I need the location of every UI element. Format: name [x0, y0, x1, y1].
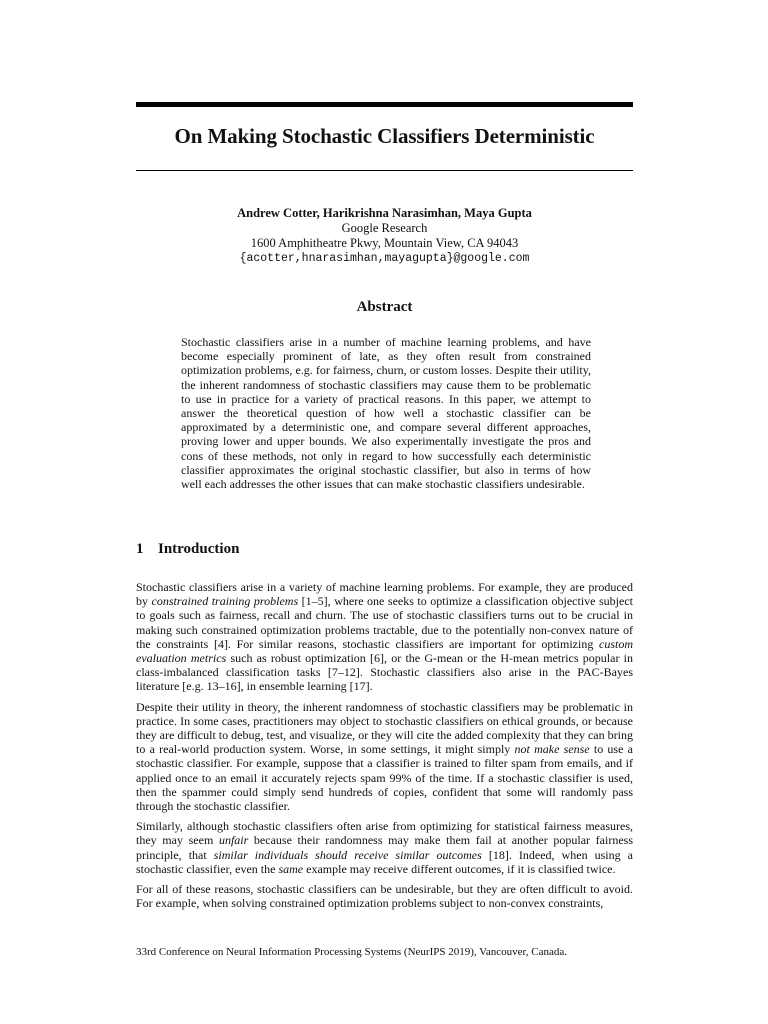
paragraph-3-emph-similar-individuals: similar individuals should receive similar outcomes	[213, 847, 482, 862]
paragraph-3-text-a: Similarly, although stochastic classifiers often arise from optimizing for statistical fairness measures, they may seem	[136, 819, 633, 848]
paragraph-4: For all of these reasons, stochastic classifiers can be undesirable, but they are often difficult to avoid. For example, when solving constrained optimization problems subject to non-convex constraints,	[136, 882, 633, 911]
paragraph-1-emph-custom-metrics: custom evaluation metrics	[136, 636, 633, 666]
paragraph-3-text-e: [18]. Indeed, when using a stochastic classifier, even the	[136, 847, 633, 876]
paragraph-2-text-c: to use a stochastic classifier. For example, suppose that a classifier is trained to filter spam from emails, and if applied once to an email it accurately rejects spam 99% of the time. If a stochastic classifier is used, then the spammer could simply send hundreds of copies, confident that some will randomly pass through the stochastic classifier.	[136, 742, 633, 814]
abstract-text: Stochastic classifiers arise in a number of machine learning problems, and have become especially prominent of late, as they often result from constrained optimization problems, e.g. for fairness, churn, or custom losses. Despite their utility, the inherent randomness of stochastic classifiers may cause them to be problematic to use in practice for a variety of practical reasons. In this paper, we attempt to answer the theoretical question of how well a stochastic classifier can be approximated by a deterministic one, and compare several different approaches, proving lower and upper bounds. We also experimentally investigate the pros and cons of these methods, not only in regard to how successfully each deterministic classifier approximates the original stochastic classifier, but also in terms of how well each addresses the other issues that can make stochastic classifiers undesirable.	[181, 335, 591, 492]
paper-title: On Making Stochastic Classifiers Deterministic	[174, 124, 595, 148]
paragraph-3-text-g: example may receive different outcomes, if it is classified twice.	[303, 861, 616, 876]
abstract-heading: Abstract	[356, 299, 413, 315]
paragraph-3-emph-same: same	[278, 861, 304, 876]
paragraph-1-text-e: such as robust optimization [6], or the G-mean or the H-mean metrics popular in class-imbalanced classification tasks [7–12]. Stochastic classifiers also arise in the PAC-Bayes literature [e.g. 13–16], in ensemble learning [17].	[136, 651, 634, 694]
section-heading	[136, 541, 239, 558]
paragraph-3	[136, 819, 633, 876]
conference-footnote: 33rd Conference on Neural Information Processing Systems (NeurIPS 2019), Vancouver, Canada.	[136, 946, 568, 958]
section-body	[136, 580, 633, 916]
paragraph-2-text-a: Despite their utility in theory, the inherent randomness of stochastic classifiers may be problematic in practice. In some cases, practitioners may object to stochastic classifiers on ethical grounds, or because they are difficult to debug, test, and visualize, or they will cite the added complexity that they can bring to a real-world production system. Worse, in some settings, it might simply	[136, 699, 633, 757]
paragraph-1	[136, 580, 633, 694]
author-address: 1600 Amphitheatre Pkwy, Mountain View, CA 94043	[250, 236, 519, 250]
paragraph-3-emph-unfair: unfair	[218, 833, 249, 848]
author-email: {acotter,hnarasimhan,mayagupta}@google.com	[239, 252, 530, 265]
title-bottom-rule	[136, 170, 633, 171]
section-number: 1	[136, 541, 144, 557]
paragraph-1-text-c: [1–5], where one seeks to optimize a classification objective subject to goals such as fairness, recall and churn. The use of stochastic classifiers turns out to be crucial in making such constrained optimization problems tractable, due to the potentially non-convex nature of the constraints [4]. For similar reasons, stochastic classifiers are important for optimizing	[136, 594, 633, 651]
author-affiliation: Google Research	[341, 221, 428, 235]
section-title: Introduction	[158, 541, 240, 557]
paragraph-1-emph-constrained-training: constrained training problems	[151, 594, 299, 609]
title-top-rule	[136, 102, 633, 107]
paragraph-1-text-a: Stochastic classifiers arise in a variety of machine learning problems. For example, they are produced by	[136, 580, 633, 609]
paragraph-2-emph-not-make-sense: not make sense	[514, 742, 590, 757]
author-names: Andrew Cotter, Harikrishna Narasimhan, Maya Gupta	[237, 206, 532, 220]
paragraph-2	[136, 700, 633, 814]
paragraph-3-text-c: because their randomness may make them fail at another popular fairness principle, that	[136, 833, 633, 862]
author-block	[136, 206, 633, 266]
